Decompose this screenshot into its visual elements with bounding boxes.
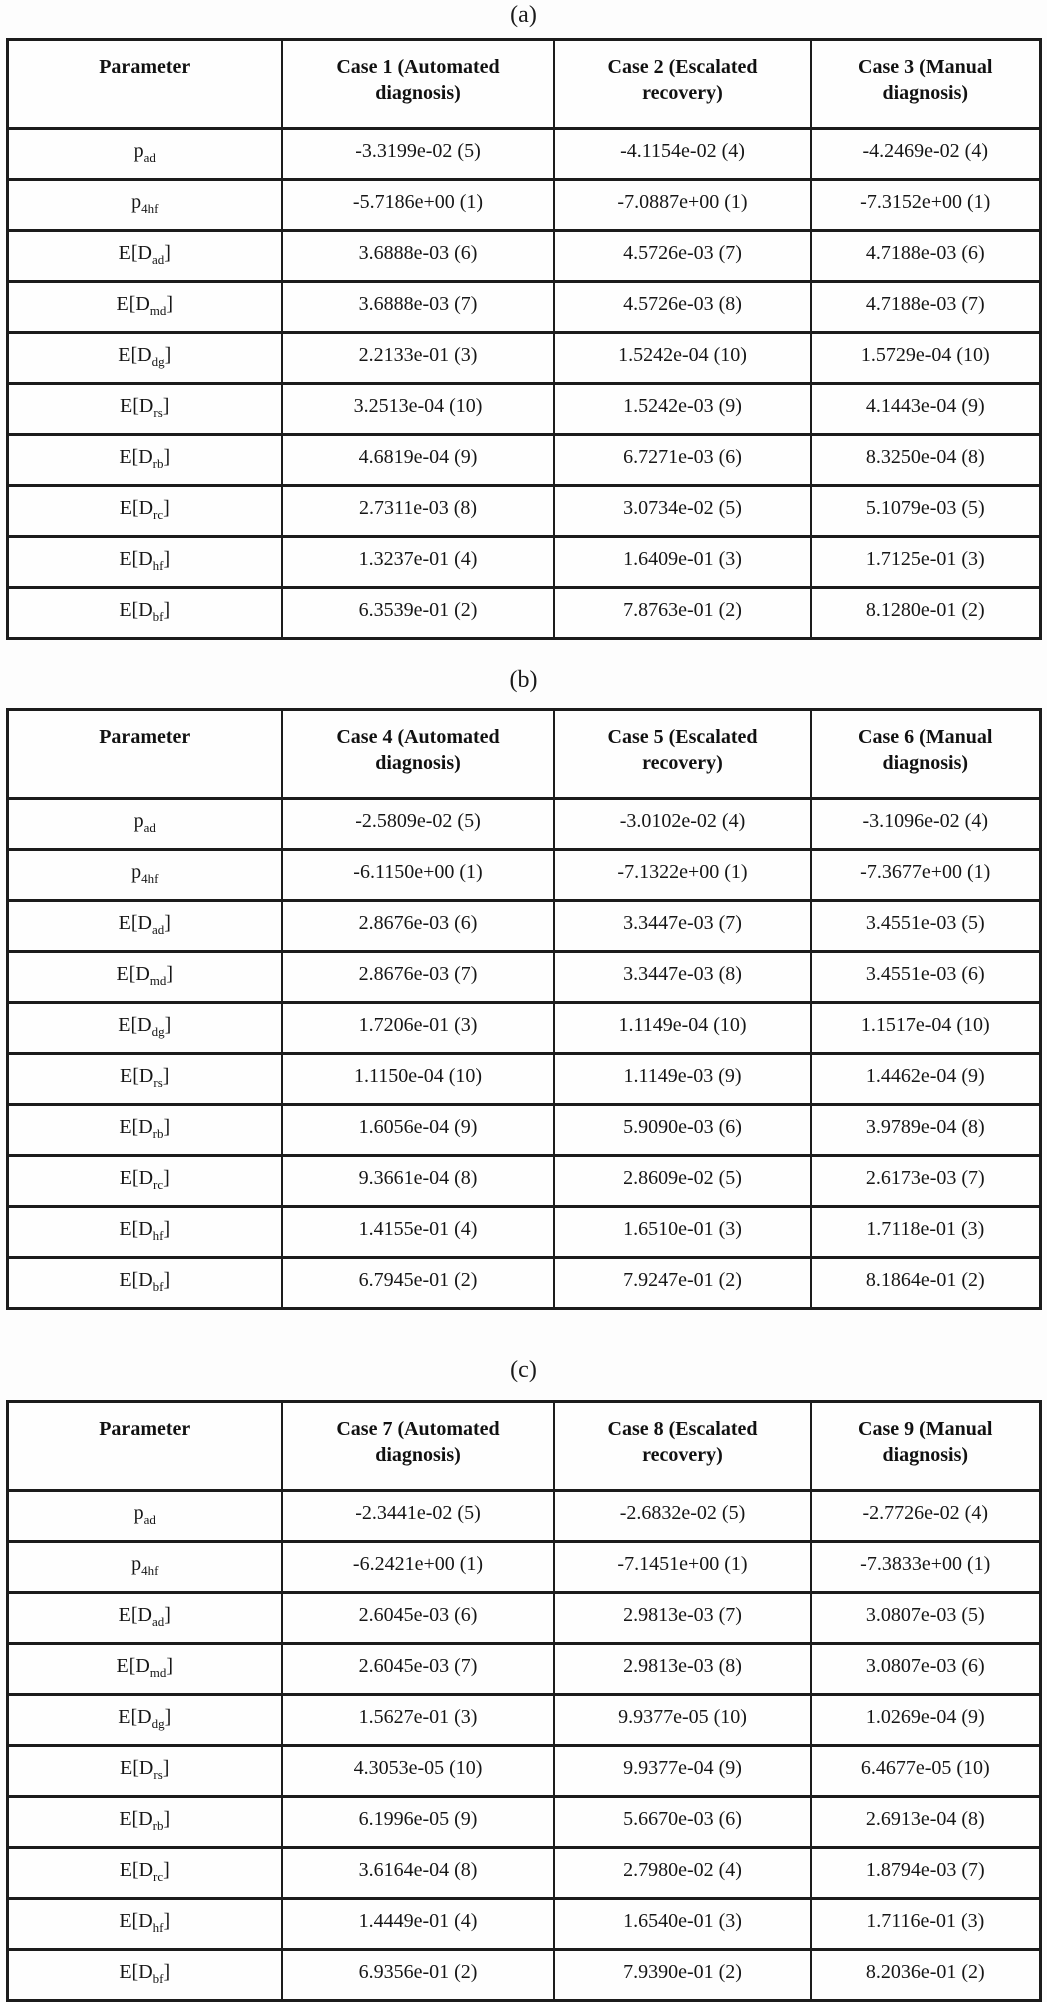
- sensitivity-table: [6, 708, 1042, 1310]
- value-cell: 3.3447e-03 (8): [554, 952, 811, 1003]
- value-cell: 1.8794e-03 (7): [811, 1848, 1040, 1899]
- value-cell: -2.6832e-02 (5): [554, 1491, 811, 1542]
- parameter-subscript: rb: [152, 1818, 164, 1833]
- parameter-base: E[D: [119, 1218, 153, 1240]
- parameter-subscript: dg: [151, 354, 165, 369]
- parameter-base: E[D: [118, 344, 152, 366]
- value-cell: 7.8763e-01 (2): [554, 588, 811, 639]
- value-cell: 3.6164e-04 (8): [282, 1848, 554, 1899]
- value-cell: 5.6670e-03 (6): [554, 1797, 811, 1848]
- case-column-header: Case 7 (Automated diagnosis): [282, 1402, 554, 1491]
- value-cell: 2.6045e-03 (7): [282, 1644, 554, 1695]
- parameter-base: E[D: [119, 446, 153, 468]
- value-cell: 4.3053e-05 (10): [282, 1746, 554, 1797]
- value-cell: 3.4551e-03 (5): [811, 901, 1040, 952]
- value-cell: 8.1864e-01 (2): [811, 1258, 1040, 1309]
- table-row: [7, 1491, 1040, 1542]
- case-column-header: Case 3 (Manual diagnosis): [811, 40, 1040, 129]
- parameter-subscript: bf: [152, 1279, 164, 1294]
- parameter-cell: [7, 1797, 282, 1848]
- parameter-subscript: ad: [143, 150, 156, 165]
- parameter-base: E[D: [119, 497, 154, 519]
- table-row: [7, 799, 1040, 850]
- parameter-cell: [7, 1054, 282, 1105]
- parameter-cell: [7, 1746, 282, 1797]
- value-cell: 1.3237e-01 (4): [282, 537, 554, 588]
- header-row: [7, 40, 1040, 129]
- value-cell: 1.0269e-04 (9): [811, 1695, 1040, 1746]
- parameter-cell: [7, 180, 282, 231]
- parameter-cell: [7, 486, 282, 537]
- value-cell: 1.7118e-01 (3): [811, 1207, 1040, 1258]
- parameter-cell: [7, 384, 282, 435]
- parameter-subscript: rb: [152, 1126, 164, 1141]
- table-row: [7, 1899, 1040, 1950]
- parameter-suffix: ]: [163, 599, 171, 621]
- parameter-base: E[D: [116, 1655, 150, 1677]
- value-cell: 4.1443e-04 (9): [811, 384, 1040, 435]
- parameter-base: E[D: [119, 1808, 153, 1830]
- table-body: [7, 129, 1040, 639]
- value-cell: -2.7726e-02 (4): [811, 1491, 1040, 1542]
- parameter-cell: [7, 231, 282, 282]
- table-row: [7, 1258, 1040, 1309]
- value-cell: 2.9813e-03 (8): [554, 1644, 811, 1695]
- parameter-base: E[D: [119, 599, 153, 621]
- parameter-cell: [7, 1899, 282, 1950]
- table-row: [7, 588, 1040, 639]
- parameter-base: E[D: [120, 395, 154, 417]
- parameter-cell: [7, 537, 282, 588]
- parameter-suffix: ]: [163, 1218, 171, 1240]
- parameter-base: E[D: [119, 1859, 154, 1881]
- value-cell: 2.8676e-03 (7): [282, 952, 554, 1003]
- value-cell: 1.1149e-03 (9): [554, 1054, 811, 1105]
- value-cell: 1.5242e-04 (10): [554, 333, 811, 384]
- parameter-column-header: Parameter: [7, 1402, 282, 1491]
- table-row: [7, 1593, 1040, 1644]
- parameter-suffix: ]: [162, 1757, 170, 1779]
- parameter-subscript: dg: [151, 1716, 165, 1731]
- parameter-base: p: [131, 861, 142, 883]
- table-row: [7, 486, 1040, 537]
- parameter-cell: [7, 1491, 282, 1542]
- value-cell: 8.2036e-01 (2): [811, 1950, 1040, 2001]
- value-cell: 3.0807e-03 (5): [811, 1593, 1040, 1644]
- parameter-suffix: ]: [166, 963, 174, 985]
- parameter-suffix: ]: [163, 1269, 171, 1291]
- table-row: [7, 850, 1040, 901]
- value-cell: 2.8676e-03 (6): [282, 901, 554, 952]
- value-cell: 2.7980e-02 (4): [554, 1848, 811, 1899]
- value-cell: 1.6540e-01 (3): [554, 1899, 811, 1950]
- table-label: (b): [509, 667, 538, 693]
- table-section: [0, 0, 1047, 640]
- parameter-subscript: bf: [152, 609, 164, 624]
- parameter-cell: [7, 129, 282, 180]
- value-cell: 5.9090e-03 (6): [554, 1105, 811, 1156]
- value-cell: 7.9390e-01 (2): [554, 1950, 811, 2001]
- parameter-subscript: md: [149, 1665, 167, 1680]
- parameter-subscript: hf: [152, 1228, 164, 1243]
- value-cell: 1.1149e-04 (10): [554, 1003, 811, 1054]
- value-cell: -6.2421e+00 (1): [282, 1542, 554, 1593]
- parameter-suffix: ]: [163, 497, 170, 519]
- parameter-column-header: Parameter: [7, 710, 282, 799]
- parameter-base: p: [133, 1502, 144, 1524]
- value-cell: -7.3152e+00 (1): [811, 180, 1040, 231]
- value-cell: 8.3250e-04 (8): [811, 435, 1040, 486]
- value-cell: -3.0102e-02 (4): [554, 799, 811, 850]
- case-column-header: Case 4 (Automated diagnosis): [282, 710, 554, 799]
- value-cell: 1.4449e-01 (4): [282, 1899, 554, 1950]
- parameter-base: E[D: [118, 1706, 152, 1728]
- value-cell: 1.6409e-01 (3): [554, 537, 811, 588]
- parameter-suffix: ]: [164, 1014, 172, 1036]
- table-row: [7, 1156, 1040, 1207]
- parameter-cell: [7, 1695, 282, 1746]
- value-cell: 3.6888e-03 (7): [282, 282, 554, 333]
- parameter-suffix: ]: [163, 1116, 171, 1138]
- value-cell: 1.7116e-01 (3): [811, 1899, 1040, 1950]
- parameter-subscript: md: [149, 303, 167, 318]
- value-cell: 1.5627e-01 (3): [282, 1695, 554, 1746]
- value-cell: 1.6056e-04 (9): [282, 1105, 554, 1156]
- table-label: (a): [510, 2, 537, 28]
- parameter-suffix: ]: [164, 1604, 171, 1626]
- parameter-cell: [7, 1258, 282, 1309]
- parameter-base: E[D: [118, 242, 152, 264]
- value-cell: 6.4677e-05 (10): [811, 1746, 1040, 1797]
- table-body: [7, 1491, 1040, 2001]
- parameter-base: E[D: [119, 548, 153, 570]
- table-row: [7, 1105, 1040, 1156]
- parameter-subscript: ad: [143, 820, 156, 835]
- table-label: (c): [510, 1357, 537, 1383]
- parameter-suffix: ]: [163, 1808, 171, 1830]
- value-cell: 2.2133e-01 (3): [282, 333, 554, 384]
- value-cell: -3.3199e-02 (5): [282, 129, 554, 180]
- table-row: [7, 1797, 1040, 1848]
- parameter-subscript: rb: [152, 456, 164, 471]
- parameter-suffix: ]: [163, 1167, 170, 1189]
- header-row: [7, 1402, 1040, 1491]
- parameter-cell: [7, 1003, 282, 1054]
- value-cell: -2.5809e-02 (5): [282, 799, 554, 850]
- parameter-cell: [7, 1156, 282, 1207]
- table-row: [7, 1746, 1040, 1797]
- value-cell: 2.6045e-03 (6): [282, 1593, 554, 1644]
- table-row: [7, 129, 1040, 180]
- parameter-suffix: ]: [162, 1065, 170, 1087]
- table-row: [7, 1695, 1040, 1746]
- parameter-subscript: ad: [143, 1512, 156, 1527]
- parameter-suffix: ]: [164, 242, 171, 264]
- value-cell: 1.5729e-04 (10): [811, 333, 1040, 384]
- parameter-cell: [7, 588, 282, 639]
- value-cell: 1.5242e-03 (9): [554, 384, 811, 435]
- value-cell: 4.7188e-03 (6): [811, 231, 1040, 282]
- parameter-base: E[D: [119, 1910, 153, 1932]
- parameter-base: E[D: [119, 1961, 153, 1983]
- parameter-cell: [7, 850, 282, 901]
- parameter-cell: [7, 952, 282, 1003]
- case-column-header: Case 9 (Manual diagnosis): [811, 1402, 1040, 1491]
- case-column-header: Case 1 (Automated diagnosis): [282, 40, 554, 129]
- value-cell: 6.7945e-01 (2): [282, 1258, 554, 1309]
- value-cell: 5.1079e-03 (5): [811, 486, 1040, 537]
- table-row: [7, 537, 1040, 588]
- value-cell: -2.3441e-02 (5): [282, 1491, 554, 1542]
- value-cell: 1.6510e-01 (3): [554, 1207, 811, 1258]
- value-cell: 2.8609e-02 (5): [554, 1156, 811, 1207]
- parameter-base: E[D: [120, 1757, 154, 1779]
- parameter-suffix: ]: [166, 1655, 174, 1677]
- value-cell: -6.1150e+00 (1): [282, 850, 554, 901]
- case-column-header: Case 8 (Escalated recovery): [554, 1402, 811, 1491]
- parameter-base: E[D: [120, 1065, 154, 1087]
- table-row: [7, 1848, 1040, 1899]
- value-cell: 2.7311e-03 (8): [282, 486, 554, 537]
- parameter-cell: [7, 901, 282, 952]
- value-cell: 6.1996e-05 (9): [282, 1797, 554, 1848]
- table-row: [7, 1207, 1040, 1258]
- parameter-suffix: ]: [163, 1859, 170, 1881]
- table-row: [7, 1542, 1040, 1593]
- value-cell: -7.1322e+00 (1): [554, 850, 811, 901]
- value-cell: 2.9813e-03 (7): [554, 1593, 811, 1644]
- parameter-subscript: 4hf: [141, 1563, 159, 1578]
- value-cell: -4.1154e-02 (4): [554, 129, 811, 180]
- parameter-subscript: 4hf: [141, 201, 159, 216]
- table-body: [7, 799, 1040, 1309]
- parameter-subscript: hf: [152, 558, 164, 573]
- value-cell: 3.0734e-02 (5): [554, 486, 811, 537]
- value-cell: 4.5726e-03 (8): [554, 282, 811, 333]
- parameter-suffix: ]: [163, 548, 171, 570]
- table-row: [7, 231, 1040, 282]
- parameter-subscript: dg: [151, 1024, 165, 1039]
- parameter-subscript: 4hf: [141, 871, 159, 886]
- table-section: [0, 665, 1047, 1310]
- value-cell: -5.7186e+00 (1): [282, 180, 554, 231]
- value-cell: 3.4551e-03 (6): [811, 952, 1040, 1003]
- parameter-cell: [7, 1207, 282, 1258]
- parameter-base: p: [131, 191, 142, 213]
- parameter-subscript: ad: [151, 252, 165, 267]
- value-cell: -7.3833e+00 (1): [811, 1542, 1040, 1593]
- parameter-subscript: rc: [153, 507, 164, 522]
- parameter-base: E[D: [116, 293, 150, 315]
- parameter-suffix: ]: [163, 1961, 171, 1983]
- value-cell: 9.9377e-04 (9): [554, 1746, 811, 1797]
- table-row: [7, 1054, 1040, 1105]
- case-column-header: Case 6 (Manual diagnosis): [811, 710, 1040, 799]
- parameter-base: E[D: [118, 912, 152, 934]
- parameter-base: E[D: [118, 1604, 152, 1626]
- value-cell: 1.7125e-01 (3): [811, 537, 1040, 588]
- table-row: [7, 952, 1040, 1003]
- parameter-subscript: hf: [152, 1920, 164, 1935]
- parameter-suffix: ]: [164, 1706, 172, 1728]
- parameter-suffix: ]: [162, 395, 170, 417]
- parameter-cell: [7, 1848, 282, 1899]
- parameter-cell: [7, 333, 282, 384]
- parameter-cell: [7, 1105, 282, 1156]
- parameter-subscript: ad: [151, 1614, 165, 1629]
- table-row: [7, 435, 1040, 486]
- parameter-subscript: rs: [153, 1767, 163, 1782]
- value-cell: -7.0887e+00 (1): [554, 180, 811, 231]
- value-cell: 4.7188e-03 (7): [811, 282, 1040, 333]
- parameter-suffix: ]: [163, 446, 171, 468]
- parameter-base: p: [133, 140, 144, 162]
- value-cell: 4.5726e-03 (7): [554, 231, 811, 282]
- value-cell: 3.2513e-04 (10): [282, 384, 554, 435]
- value-cell: 3.6888e-03 (6): [282, 231, 554, 282]
- parameter-cell: [7, 1593, 282, 1644]
- value-cell: -7.3677e+00 (1): [811, 850, 1040, 901]
- sensitivity-table: [6, 38, 1042, 640]
- parameter-column-header: Parameter: [7, 40, 282, 129]
- value-cell: -7.1451e+00 (1): [554, 1542, 811, 1593]
- parameter-suffix: ]: [163, 1910, 171, 1932]
- value-cell: 6.3539e-01 (2): [282, 588, 554, 639]
- parameter-cell: [7, 1644, 282, 1695]
- parameter-subscript: md: [149, 973, 167, 988]
- table-row: [7, 384, 1040, 435]
- table-row: [7, 333, 1040, 384]
- value-cell: 1.1150e-04 (10): [282, 1054, 554, 1105]
- value-cell: -4.2469e-02 (4): [811, 129, 1040, 180]
- table-row: [7, 180, 1040, 231]
- parameter-suffix: ]: [164, 344, 172, 366]
- parameter-base: p: [133, 810, 144, 832]
- value-cell: 1.4462e-04 (9): [811, 1054, 1040, 1105]
- value-cell: 8.1280e-01 (2): [811, 588, 1040, 639]
- parameter-cell: [7, 435, 282, 486]
- value-cell: 1.7206e-01 (3): [282, 1003, 554, 1054]
- table-row: [7, 1644, 1040, 1695]
- table-row: [7, 1003, 1040, 1054]
- parameter-base: p: [131, 1553, 142, 1575]
- value-cell: 9.9377e-05 (10): [554, 1695, 811, 1746]
- value-cell: 7.9247e-01 (2): [554, 1258, 811, 1309]
- parameter-base: E[D: [119, 1269, 153, 1291]
- value-cell: 9.3661e-04 (8): [282, 1156, 554, 1207]
- parameter-subscript: rs: [153, 405, 163, 420]
- header-row: [7, 710, 1040, 799]
- table-section: [0, 1355, 1047, 2002]
- value-cell: 3.0807e-03 (6): [811, 1644, 1040, 1695]
- value-cell: 3.9789e-04 (8): [811, 1105, 1040, 1156]
- parameter-base: E[D: [119, 1167, 154, 1189]
- parameter-subscript: rc: [153, 1869, 164, 1884]
- case-column-header: Case 2 (Escalated recovery): [554, 40, 811, 129]
- parameter-base: E[D: [116, 963, 150, 985]
- parameter-subscript: rc: [153, 1177, 164, 1192]
- parameter-cell: [7, 282, 282, 333]
- parameter-suffix: ]: [164, 912, 171, 934]
- parameter-suffix: ]: [166, 293, 174, 315]
- parameter-base: E[D: [118, 1014, 152, 1036]
- sensitivity-table: [6, 1400, 1042, 2002]
- table-row: [7, 282, 1040, 333]
- case-column-header: Case 5 (Escalated recovery): [554, 710, 811, 799]
- parameter-subscript: bf: [152, 1971, 164, 1986]
- table-row: [7, 901, 1040, 952]
- value-cell: -3.1096e-02 (4): [811, 799, 1040, 850]
- parameter-cell: [7, 1542, 282, 1593]
- parameter-base: E[D: [119, 1116, 153, 1138]
- value-cell: 6.7271e-03 (6): [554, 435, 811, 486]
- value-cell: 2.6173e-03 (7): [811, 1156, 1040, 1207]
- parameter-cell: [7, 799, 282, 850]
- value-cell: 3.3447e-03 (7): [554, 901, 811, 952]
- parameter-subscript: rs: [153, 1075, 163, 1090]
- value-cell: 1.1517e-04 (10): [811, 1003, 1040, 1054]
- value-cell: 2.6913e-04 (8): [811, 1797, 1040, 1848]
- value-cell: 6.9356e-01 (2): [282, 1950, 554, 2001]
- value-cell: 1.4155e-01 (4): [282, 1207, 554, 1258]
- value-cell: 4.6819e-04 (9): [282, 435, 554, 486]
- parameter-subscript: ad: [151, 922, 165, 937]
